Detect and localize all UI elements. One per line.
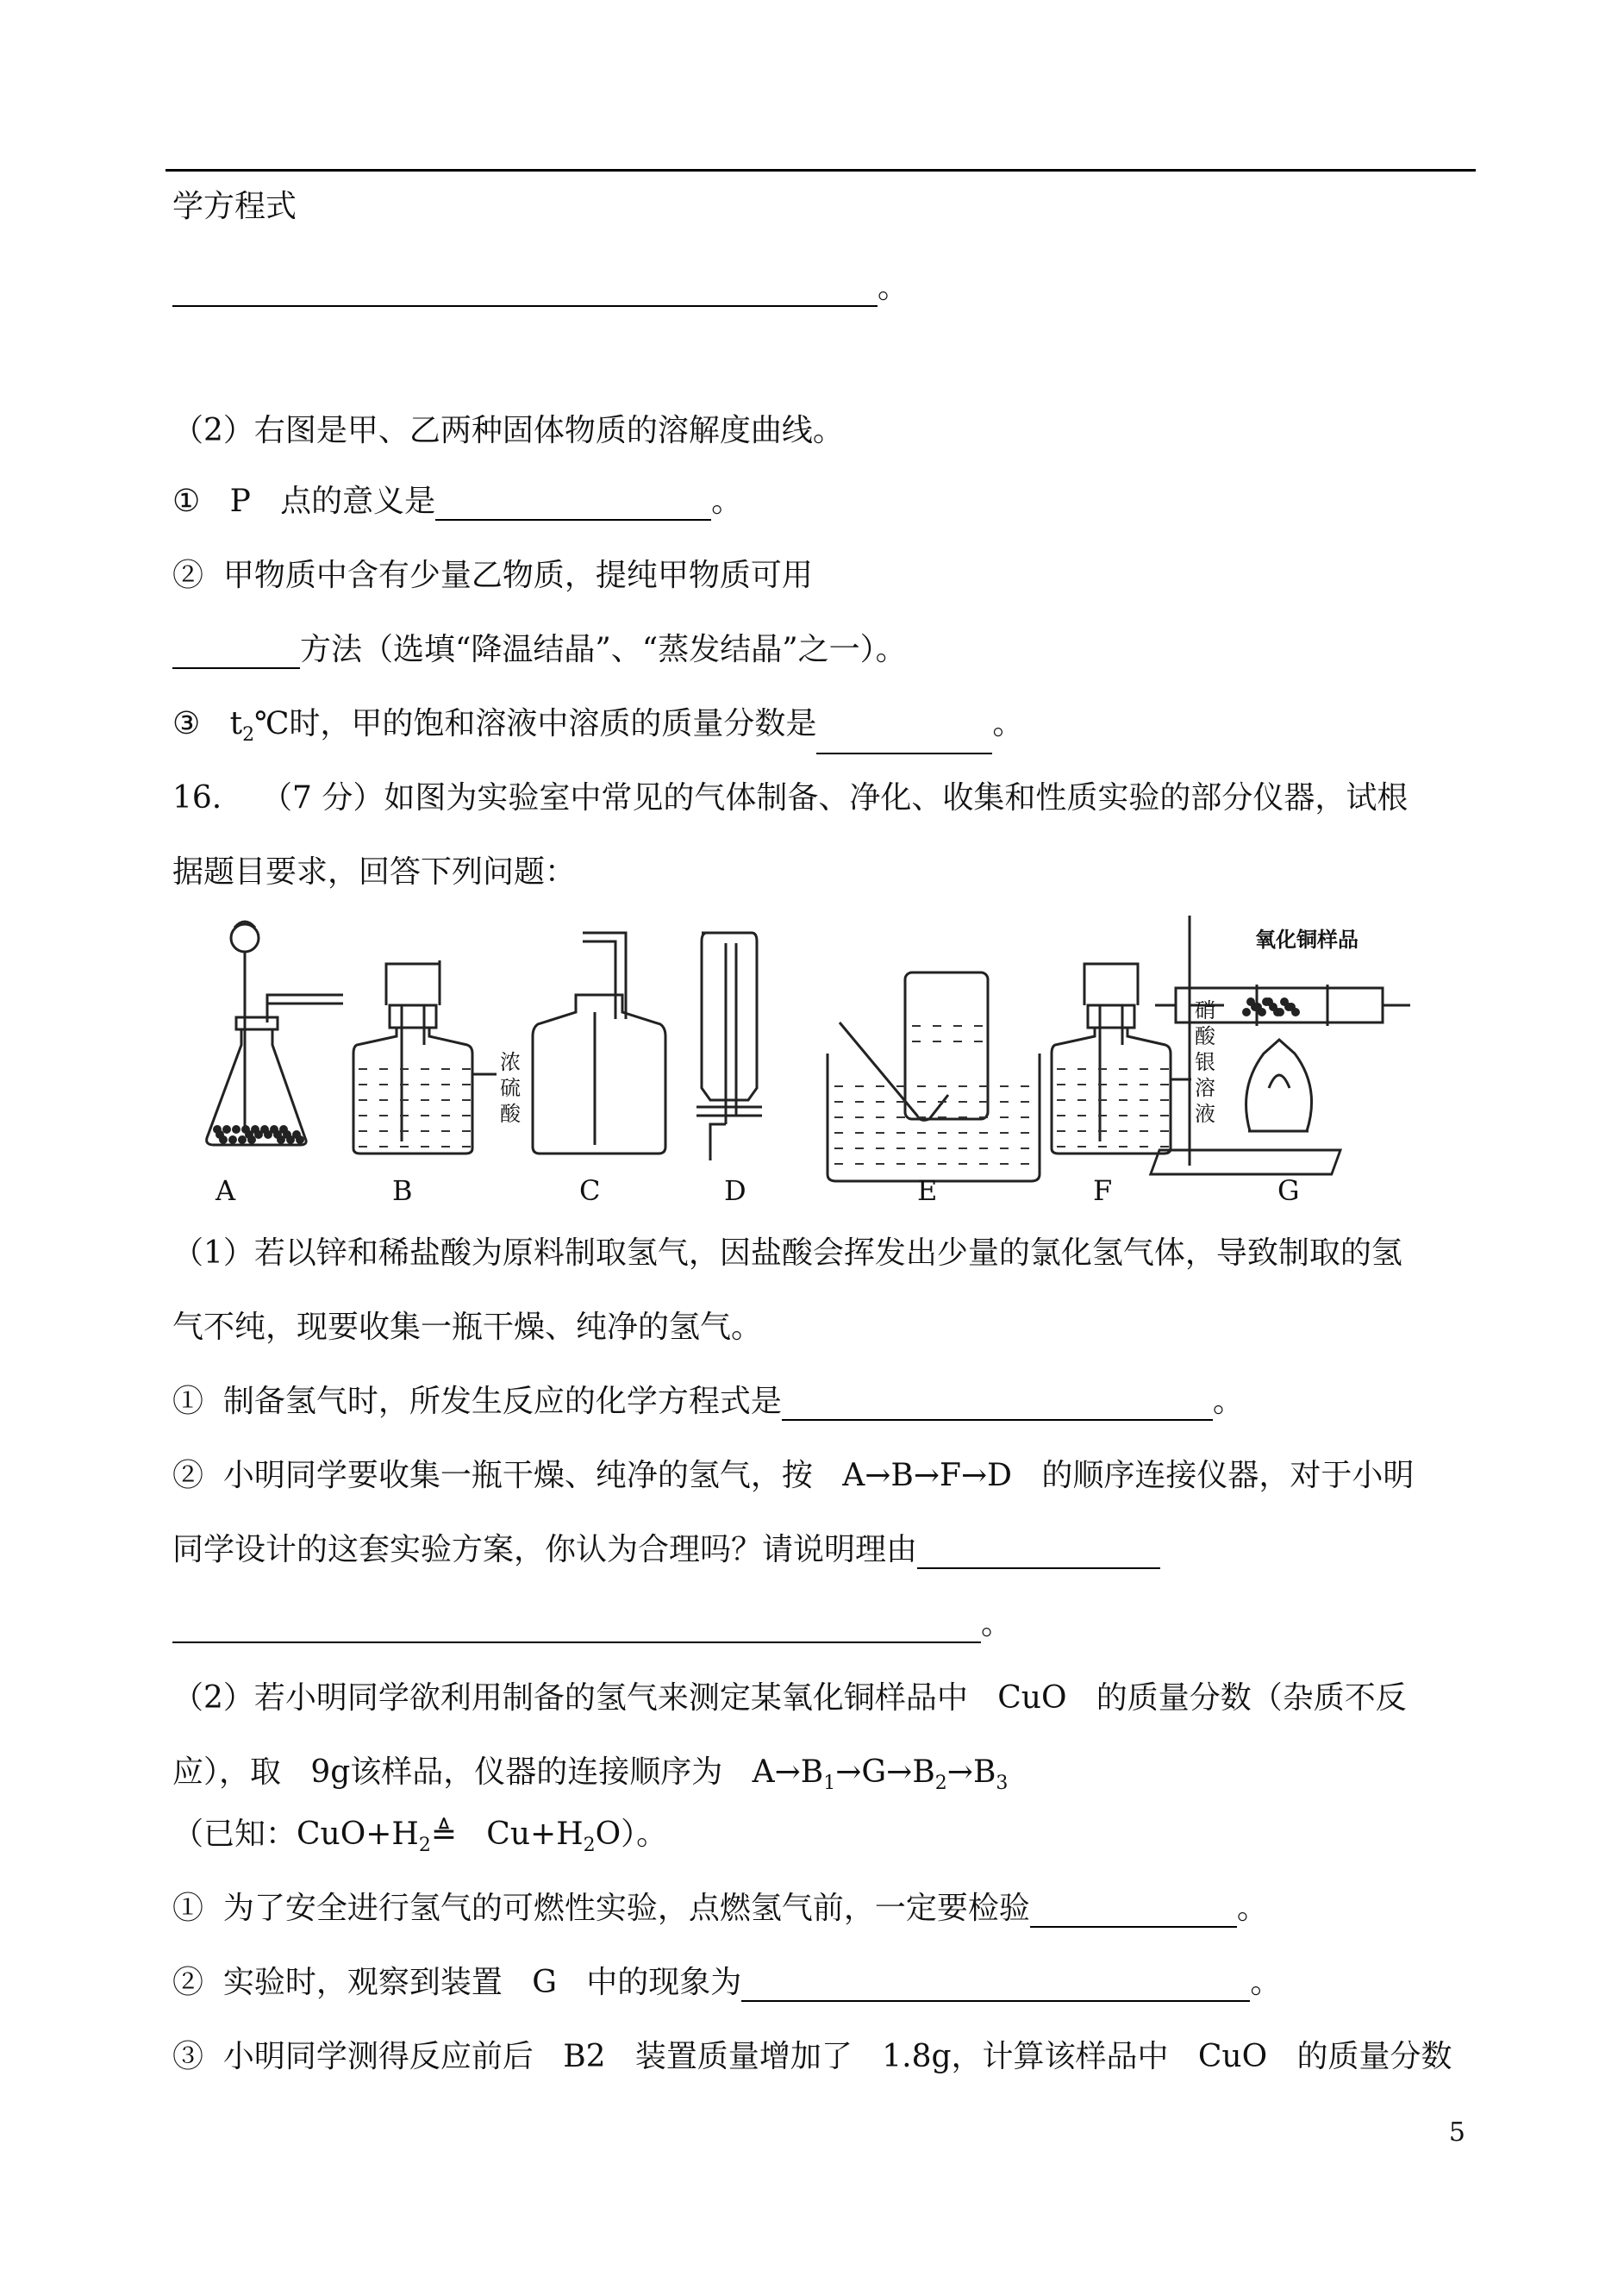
apparatus-e-water-trough <box>828 972 1040 1181</box>
zinc-granule <box>292 1130 301 1139</box>
answer-blank[interactable] <box>172 276 878 307</box>
cuo-sample-grain <box>1291 1008 1300 1016</box>
text-line-9: （1）若以锌和稀盐酸为原料制取氢气，因盐酸会挥发出少量的氯化氢气体，导致制取的氢 <box>172 1235 1402 1271</box>
annotation-sulfuric-acid: 浓 <box>500 1050 521 1074</box>
answer-blank[interactable] <box>1030 1897 1237 1928</box>
figure-label-a: A <box>215 1174 236 1207</box>
text-line-12: ② 小明同学要收集一瓶干燥、纯净的氢气，按 A→B→F→D 的顺序连接仪器，对于小明 <box>172 1458 1415 1493</box>
text-line-10: 气不纯，现要收集一瓶干燥、纯净的氢气。 <box>172 1310 763 1345</box>
text-line-13: 同学设计的这套实验方案，你认为合理吗？请说明理由 <box>172 1531 1160 1569</box>
zinc-granule <box>270 1125 278 1134</box>
text-line-17: ① 为了安全进行氢气的可燃性实验，点燃氢气前，一定要检验 。 <box>172 1891 1268 1926</box>
zinc-granule <box>260 1125 269 1134</box>
apparatus-c-bottle <box>533 933 665 1154</box>
apparatus-figure <box>172 916 1500 1209</box>
text-line-15: 应），取 9g该样品，仪器的连接顺序为 $A\to B_1\to G\to B_2\to B_3$ <box>172 1754 1009 1795</box>
figure-label-b: B <box>392 1174 413 1207</box>
annotation-silver-nitrate: 硝 <box>1195 998 1215 1022</box>
apparatus-a-flask <box>207 922 343 1145</box>
question-16-header: 16. （7 分）如图为实验室中常见的气体制备、净化、收集和性质实验的部分仪器，试根 <box>172 780 1409 816</box>
cuo-sample-grain <box>1273 1008 1282 1016</box>
annotation-silver-nitrate: 酸 <box>1195 1024 1215 1048</box>
text-line-2: （2）右图是甲、乙两种固体物质的溶解度曲线。 <box>172 413 844 448</box>
text-line-3: ① P 点的意义是 。 <box>172 484 743 519</box>
header-rule <box>166 169 1476 172</box>
figure-label-e: E <box>917 1174 938 1207</box>
answer-blank[interactable] <box>741 1971 1250 2002</box>
answer-blank[interactable] <box>917 1538 1160 1569</box>
cuo-sample-grain <box>1262 997 1271 1006</box>
zinc-granule <box>247 1135 256 1144</box>
text-line-11: ① 制备氢气时，所发生反应的化学方程式是 。 <box>172 1384 1244 1419</box>
text-line-8: 据题目要求，回答下列问题： <box>172 854 577 890</box>
answer-blank[interactable] <box>782 1390 1213 1421</box>
text-line-19: ③ 小明同学测得反应前后 B2 装置质量增加了 1.8g，计算该样品中 CuO 的质量分数 <box>172 2039 1452 2074</box>
text-line-blank-2: 。 <box>172 1605 1012 1643</box>
cuo-sample-grain <box>1258 1008 1266 1016</box>
figure-label-f: F <box>1093 1174 1113 1207</box>
zinc-granule <box>232 1125 240 1134</box>
apparatus-d-inverted-bottle <box>696 933 762 1160</box>
figure-label-c: C <box>579 1174 601 1207</box>
apparatus-g-combustion-tube <box>1151 916 1410 1174</box>
zinc-granule <box>279 1125 288 1134</box>
zinc-granule <box>251 1125 259 1134</box>
figure-label-g: G <box>1277 1174 1300 1207</box>
answer-blank[interactable] <box>435 490 711 521</box>
annotation-silver-nitrate: 液 <box>1195 1102 1215 1126</box>
zinc-granule <box>222 1125 231 1134</box>
text-line-18: ② 实验时，观察到装置 G 中的现象为 。 <box>172 1965 1282 2000</box>
text-line-4: ② 甲物质中含有少量乙物质，提纯甲物质可用 <box>172 558 813 593</box>
text-line-6: ③ $t_2℃$时，甲的饱和溶液中溶质的质量分数是 。 <box>172 705 1023 754</box>
figure-label-d: D <box>724 1174 746 1207</box>
text-line-5: 方法（选填“降温结晶”、“蒸发结晶”之一）。 <box>172 631 907 669</box>
cuo-sample-grain <box>1251 1003 1259 1011</box>
annotation-sulfuric-acid: 酸 <box>500 1102 521 1126</box>
annotation-silver-nitrate: 银 <box>1195 1050 1215 1074</box>
text-line-blank-1: 。 <box>172 269 909 307</box>
annotation-silver-nitrate: 溶 <box>1195 1076 1215 1100</box>
cuo-sample-grain <box>1242 1008 1251 1016</box>
zinc-granule <box>215 1130 224 1139</box>
text-line-14: （2）若小明同学欲利用制备的氢气来测定某氧化铜样品中 CuO 的质量分数（杂质不反 <box>172 1680 1407 1716</box>
annotation-sulfuric-acid: 硫 <box>500 1076 521 1100</box>
answer-blank[interactable] <box>816 723 992 754</box>
apparatus-f-wash-bottle <box>1052 964 1191 1154</box>
cuo-sample-grain <box>1284 1003 1293 1011</box>
zinc-granule <box>228 1135 237 1144</box>
zinc-granule <box>241 1125 250 1134</box>
answer-blank[interactable] <box>172 1612 981 1643</box>
zinc-granule <box>238 1135 247 1144</box>
annotation-cuo-sample: 氧化铜样品 <box>1255 927 1359 952</box>
page-number: 5 <box>1448 2117 1465 2148</box>
apparatus-b-wash-bottle <box>353 960 497 1154</box>
text-line-1: 学方程式 <box>172 189 297 224</box>
answer-blank[interactable] <box>172 638 300 669</box>
text-line-16: （已知：$CuO+H_2≜$ $Cu+H_2O$）。 <box>172 1817 668 1857</box>
